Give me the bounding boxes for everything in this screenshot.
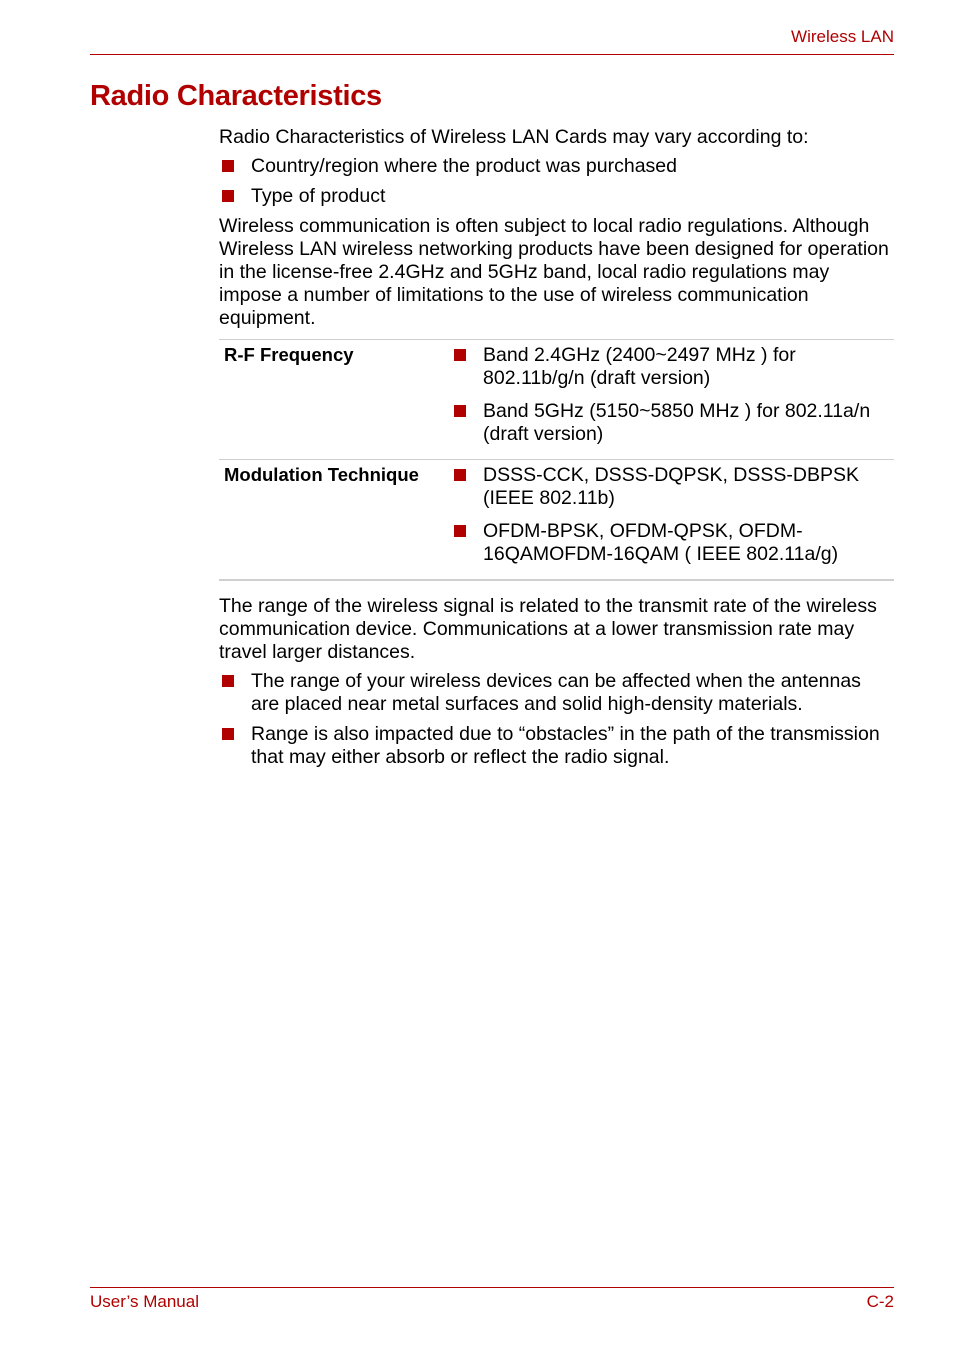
square-bullet-icon bbox=[454, 349, 466, 361]
spec-label: R-F Frequency bbox=[219, 340, 451, 460]
list-item bbox=[219, 670, 894, 716]
main-content bbox=[219, 126, 894, 776]
square-bullet-icon bbox=[454, 405, 466, 417]
square-bullet-icon bbox=[454, 469, 466, 481]
range-bullet-list bbox=[219, 670, 894, 769]
intro-paragraph: Radio Characteristics of Wireless LAN Cards may vary according to: bbox=[219, 126, 809, 148]
square-bullet-icon bbox=[222, 675, 234, 687]
header-divider bbox=[90, 54, 894, 55]
page-title: Radio Characteristics bbox=[90, 80, 382, 112]
table-row bbox=[219, 460, 894, 581]
square-bullet-icon bbox=[222, 160, 234, 172]
square-bullet-icon bbox=[222, 190, 234, 202]
list-item bbox=[451, 344, 894, 390]
square-bullet-icon bbox=[454, 525, 466, 537]
spec-value-text: OFDM-BPSK, OFDM-QPSK, OFDM-16QAMOFDM-16QAM ( IEEE 802.11a/g) bbox=[483, 520, 839, 565]
range-paragraph: The range of the wireless signal is related to the transmit rate of the wireless communication device. Communications at a lower transmission rate may travel larger distances. bbox=[219, 595, 877, 663]
footer-manual-title: User’s Manual bbox=[90, 1292, 199, 1311]
list-item bbox=[219, 723, 894, 769]
spec-label: Modulation Technique bbox=[219, 460, 451, 581]
list-item bbox=[451, 400, 894, 446]
intro-bullet-list bbox=[219, 155, 894, 208]
list-item-text: Range is also impacted due to “obstacles” in the path of the transmission that may either absorb or reflect the radio signal. bbox=[251, 723, 880, 768]
table-row bbox=[219, 340, 894, 460]
spec-value-text: Band 2.4GHz (2400~2497 MHz ) for 802.11b/g/n (draft version) bbox=[483, 344, 796, 389]
list-item bbox=[451, 464, 894, 510]
list-item bbox=[219, 185, 894, 208]
square-bullet-icon bbox=[222, 728, 234, 740]
regulation-paragraph: Wireless communication is often subject to local radio regulations. Although Wireless LAN wireless networking products have been designed for operation in the license-free 2.4GHz and 5GHz band, local radio regulations may impose a number of limitations to the use of wireless communication equipment. bbox=[219, 215, 889, 329]
spec-values bbox=[451, 340, 894, 460]
list-item bbox=[451, 520, 894, 566]
list-item bbox=[219, 155, 894, 178]
page-number: C-2 bbox=[866, 1292, 894, 1311]
list-item-text: Type of product bbox=[251, 185, 386, 207]
running-header: Wireless LAN bbox=[791, 27, 894, 46]
spec-value-text: DSSS-CCK, DSSS-DQPSK, DSSS-DBPSK (IEEE 802.11b) bbox=[483, 464, 860, 509]
radio-spec-table bbox=[219, 339, 894, 581]
spec-values bbox=[451, 460, 894, 581]
list-item-text: Country/region where the product was purchased bbox=[251, 155, 677, 177]
spec-value-text: Band 5GHz (5150~5850 MHz ) for 802.11a/n (draft version) bbox=[483, 400, 871, 445]
footer-divider bbox=[90, 1287, 894, 1288]
list-item-text: The range of your wireless devices can be affected when the antennas are placed near metal surfaces and solid high-density materials. bbox=[251, 670, 861, 715]
